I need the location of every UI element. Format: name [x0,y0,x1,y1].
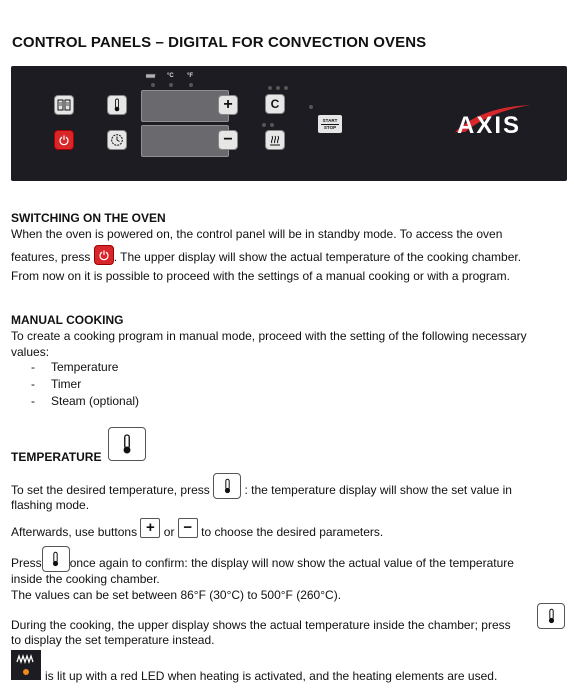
list-item: - Timer [31,377,82,391]
heating-led-icon [11,650,41,680]
power-icon [58,134,70,146]
temp-p1c: flashing mode. [11,498,90,512]
temp-p3c: inside the cooking chamber. [11,572,160,586]
temp-p3 [11,555,571,572]
led [268,86,272,90]
temp-p2b: or [163,525,175,539]
power-icon [94,245,114,265]
switching-line2b: . The upper display will show the actual temperature of the cooking chamber. [113,250,522,264]
thermometer-icon [108,427,146,461]
led [284,86,288,90]
temp-p1 [11,482,571,499]
temp-p1a: To set the desired temperature, press [11,483,210,497]
manual-line1: To create a cooking program in manual mode, proceed with the setting of the following necessary [11,329,527,343]
led [270,123,274,127]
celsius-label: °C [167,73,174,79]
switching-heading: SWITCHING ON THE OVEN [11,211,166,225]
thermometer-icon [113,98,121,112]
timer-icon [110,133,124,147]
c-button[interactable]: C [265,94,285,114]
logo-text: AXIS [457,112,522,139]
temp-p1b: : the temperature display will show the set value in [244,483,512,497]
plus-icon: + [140,518,160,538]
manual-list [11,359,139,410]
temp-p6: is lit up with a red LED when heating is activated, and the heating elements are used. [45,669,498,683]
list-item: - Steam (optional) [31,394,140,408]
minus-icon: − [178,518,198,538]
manual-line2: values: [11,345,50,359]
temp-p2 [11,518,571,540]
thermometer-icon [42,546,70,572]
temp-p3a: Press [11,556,42,570]
manual-heading: MANUAL COOKING [11,313,124,327]
start-stop-button[interactable] [318,115,342,133]
minus-button[interactable]: − [218,130,238,150]
stop-label: STOP [321,124,339,131]
fahrenheit-label: °F [187,73,194,79]
switching-line2 [11,249,571,265]
temp-p2a: Afterwards, use buttons [11,525,138,539]
temp-p2c: to choose the desired parameters. [201,525,384,539]
thermometer-icon [537,603,565,629]
start-label: START [322,118,338,123]
switching-line2a: features, press [11,250,91,264]
steam-icon [268,133,282,147]
program-button[interactable] [54,95,74,115]
led [169,83,173,87]
heating-indicator-icon [146,73,156,81]
led [309,105,313,109]
timer-button[interactable] [107,130,127,150]
temp-p3b: once again to confirm: the display will now show the actual value of the temperature [69,556,514,570]
temp-p5b: to display the set temperature instead. [11,633,215,647]
temperature-heading: TEMPERATURE [11,450,102,464]
switching-line1: When the oven is powered on, the control panel will be in standby mode. To access the oven [11,227,503,241]
switching-line3: From now on it is possible to proceed with the settings of a manual cooking or with a program. [11,269,510,283]
list-item: - Temperature [31,360,119,374]
temperature-button[interactable] [107,95,127,115]
temp-p4: The values can be set between 86°F (30°C) to 500°F (260°C). [11,588,342,602]
temp-p5a: During the cooking, the upper display shows the actual temperature inside the chamber; press [11,618,511,632]
power-button[interactable] [54,130,74,150]
plus-button[interactable]: + [218,95,238,115]
led [262,123,266,127]
upper-display [141,90,229,122]
led [276,86,280,90]
book-icon [57,99,71,111]
lower-display [141,125,229,157]
thermometer-icon [213,473,241,499]
led [189,83,193,87]
temp-p5 [11,617,571,633]
steam-button[interactable] [265,130,285,150]
axis-logo [451,99,561,139]
control-panel [11,66,567,181]
led [151,83,155,87]
page-title: CONTROL PANELS – DIGITAL FOR CONVECTION OVENS [12,34,427,51]
